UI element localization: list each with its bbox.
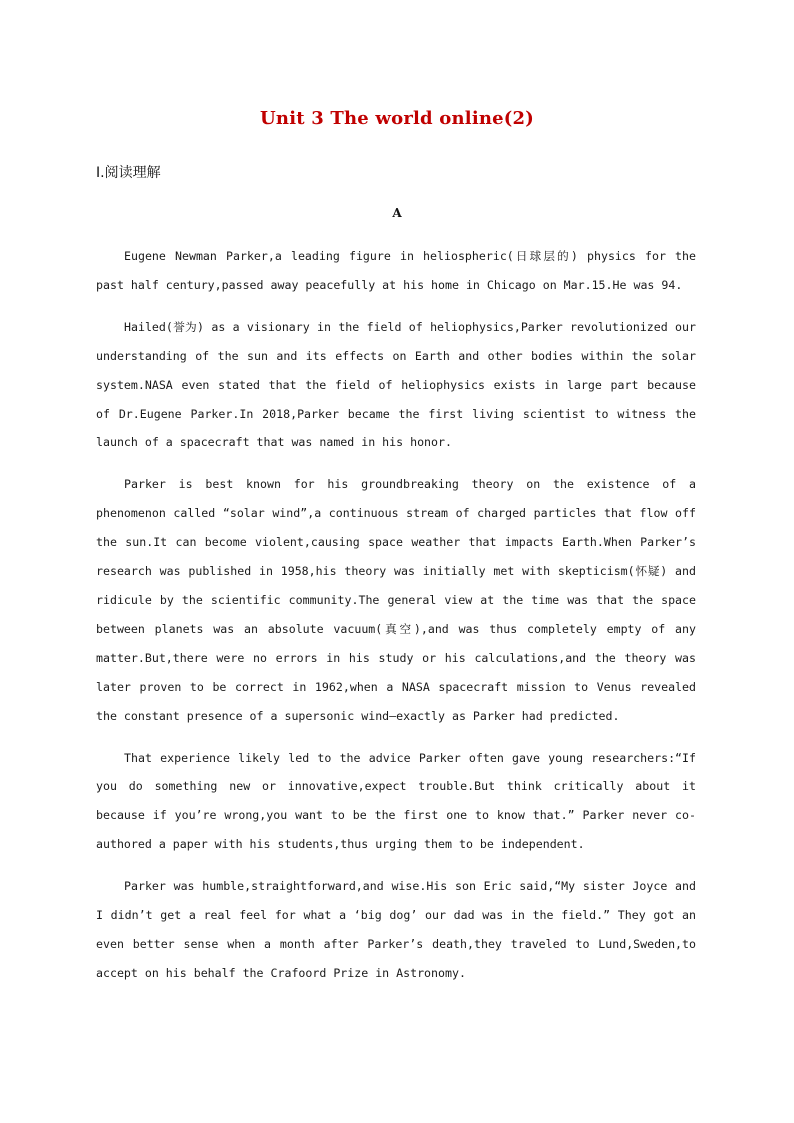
paragraph-3: Parker is best known for his groundbreaking theory on the existence of a phenomenon called “solar wind”,a continuous stream of charged particles that flow off the sun.It can become violent,causing space weather that impacts Earth.When Parker’s research was published in 1958,his theory was initially met with skepticism(怀疑) and ridicule by the scientific community.The general view at the time was that the space between planets was an absolute vacuum(真空),and was thus completely empty of any matter.But,there were no errors in his study or his calculations,and the theory was later proven to be correct in 1962,when a NASA spacecraft mission to Venus revealed the constant presence of a supersonic wind—exactly as Parker had predicted. <box>96 477 696 723</box>
page-title: Unit 3 The world online(2) <box>260 108 534 129</box>
paragraph-1: Eugene Newman Parker,a leading figure in heliospheric(日球层的) physics for the past half century,passed away peacefully at his home in Chicago on Mar.15.He was 94. <box>96 249 696 292</box>
passage-body <box>96 242 696 1001</box>
paragraph-4: That experience likely led to the advice Parker often gave young researchers:“If you do something new or innovative,expect trouble.But think critically about it because if you’re wrong,you want to be the first one to know that.” Parker never co-authored a paper with his students,thus urging them to be independent. <box>96 750 696 852</box>
paragraph-5: Parker was humble,straightforward,and wise.His son Eric said,“My sister Joyce and I didn’t get a real feel for what a ‘big dog’ our dad was in the field.” They got an even better sense when a month after Parker’s death,they traveled to Lund,Sweden,to accept on his behalf the Crafoord Prize in Astronomy. <box>96 879 696 980</box>
paragraph-2: Hailed(誉为) as a visionary in the field of heliophysics,Parker revolutionized our understanding of the sun and its effects on Earth and other bodies within the solar system.NASA even stated that the field of heliophysics exists in large part because of Dr.Eugene Parker.In 2018,Parker became the first living scientist to witness the launch of a spacecraft that was named in his honor. <box>96 319 696 450</box>
section-heading: Ⅰ.阅读理解 <box>96 165 161 181</box>
passage-label: A <box>392 206 402 220</box>
